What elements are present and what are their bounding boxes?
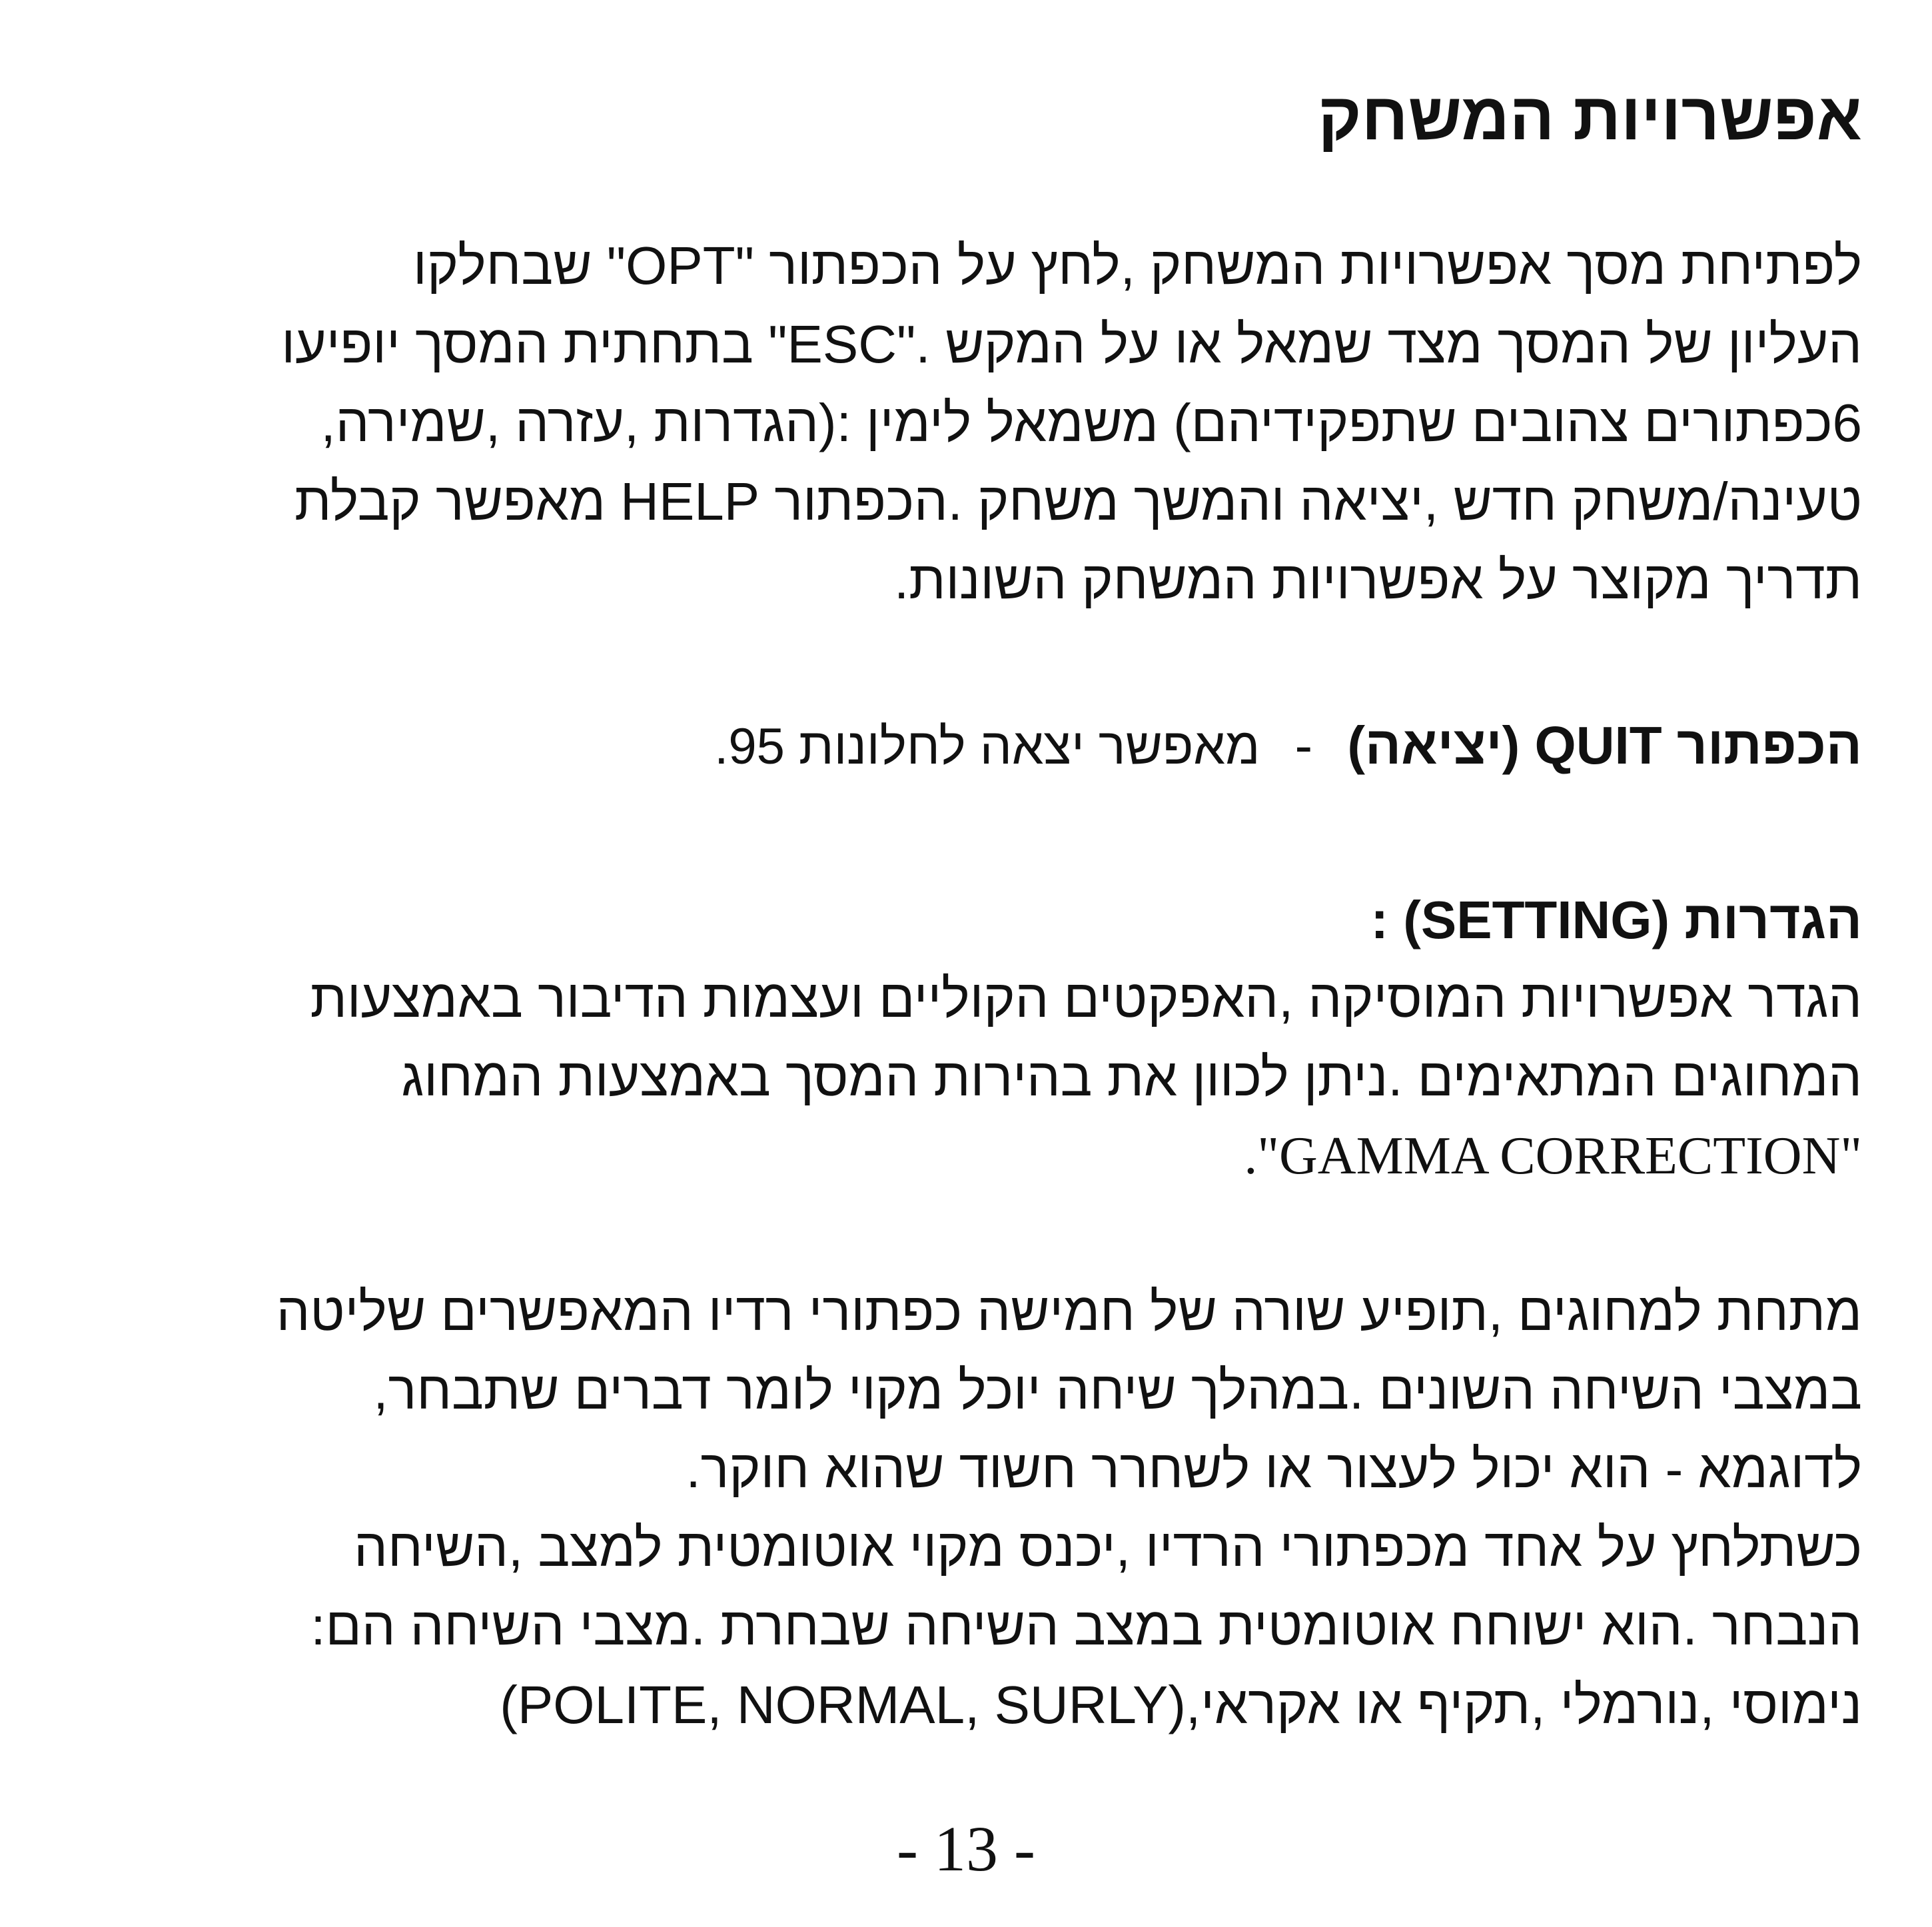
settings-heading: הגדרות (SETTING) :	[1370, 890, 1862, 950]
intro-line: העליון של המסך מצד שמאל או על המקש ."ESC" בתחתית המסך יופיעו	[281, 315, 1862, 374]
quit-separator: -	[1294, 716, 1313, 775]
dialogue-line: מתחת למחוגים ,תופיע שורה של חמישה כפתורי רדיו המאפשרים שליטה	[276, 1282, 1862, 1341]
settings-line: המחוגים המתאימים .ניתן לכוון את בהירות המסך באמצעות המחוג	[401, 1047, 1862, 1107]
dialogue-line: כשתלחץ על אחד מכפתורי הרדיו ,יכנס מקוי אוטומטית למצב ,השיחה	[354, 1518, 1862, 1577]
settings-line: הגדר אפשרויות המוסיקה ,האפקטים הקוליים ועצמות הדיבור באמצעות	[310, 969, 1862, 1028]
quit-section	[33, 706, 1862, 786]
intro-line: 6כפתורים צהובים שתפקידיהם) משמאל לימין :(הגדרות ,עזרה ,שמירה,	[320, 393, 1862, 452]
quit-label: הכפתור QUIT (יציאה)	[1347, 716, 1862, 775]
dialogue-line: לדוגמא - הוא יכול לעצור או לשחרר חשוד שהוא חוקר.	[686, 1439, 1862, 1499]
intro-line: לפתיחת מסך אפשרויות המשחק ,לחץ על הכפתור "OPT" שבחלקו	[413, 236, 1862, 295]
dialogue-line: במצבי השיחה השונים .במהלך שיחה יוכל מקוי לומר דברים שתבחר,	[373, 1361, 1862, 1420]
page-number: - 13 -	[897, 1813, 1035, 1884]
quit-description: מאפשר יצאה לחלונות 95.	[714, 718, 1260, 775]
settings-line: "GAMMA CORRECTION".	[1244, 1127, 1862, 1185]
page-title: אפשרויות המשחק	[1318, 79, 1862, 154]
dialogue-paragraph	[33, 1273, 1862, 1744]
settings-section	[33, 881, 1862, 1195]
dialogue-line: נימוסי ,נורמלי ,תקיף או אקראי,(POLITE, NORMAL, SURLY)	[500, 1675, 1862, 1734]
intro-line: טעינה/משחק חדש ,יציאה והמשך משחק .הכפתור HELP מאפשר קבלת	[294, 472, 1862, 531]
intro-line: תדריך מקוצר על אפשרויות המשחק השונות.	[893, 550, 1862, 610]
intro-paragraph	[33, 227, 1862, 620]
dialogue-line: הנבחר .הוא ישוחח אוטומטית במצב השיחה שבחרת .מצבי השיחה הם:	[310, 1597, 1862, 1656]
